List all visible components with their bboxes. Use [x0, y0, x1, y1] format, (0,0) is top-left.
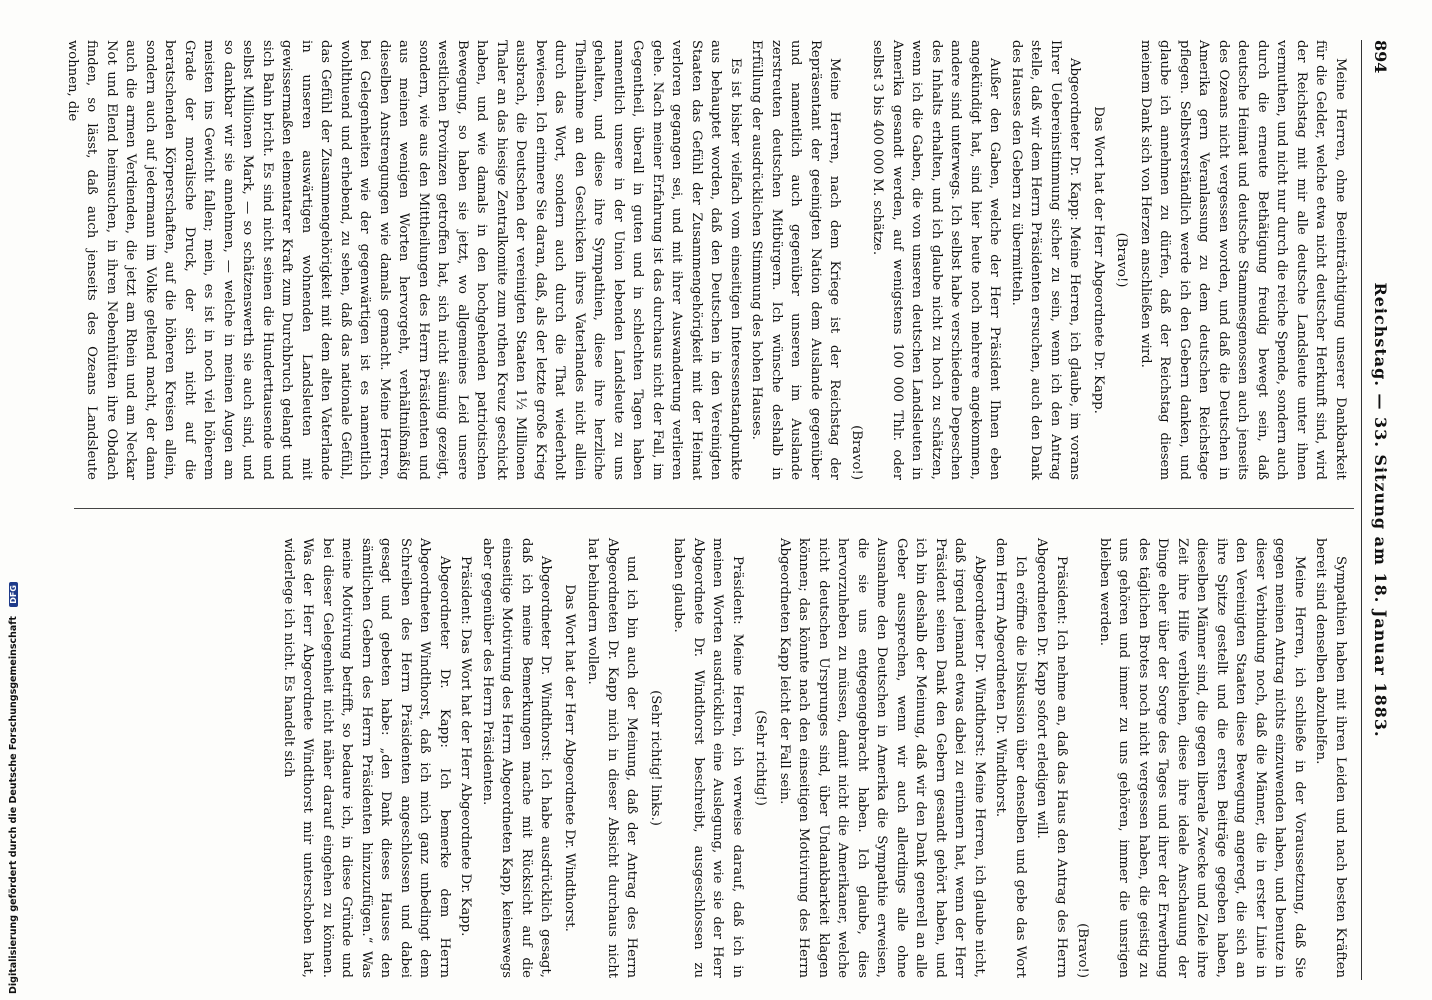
- paragraph: Abgeordneter Dr. Kapp: Meine Herren, ich glaube, im vorans Ihrer Uebereinstimmung sicher zu sein, wenn ich den Antrag stelle, daß wir dem Herrn Präsidenten ersuchen, auch den Dank des Hauses den Gebern zu übermitteln.: [1009, 40, 1083, 480]
- page-title: Reichstag. — 33. Sitzung am 18. Januar 1883.: [1371, 282, 1390, 738]
- page-header: [1360, 40, 1390, 980]
- applause-note: (Bravo!): [1075, 923, 1091, 978]
- paragraph: Meine Herren, ich schließe in der Voraussetzung, daß Sie gegen meinen Antrag nichts einzuwenden haben, und benutze in dieser Verbindung noch, daß die Männer, die in erster Linie in den Vereinigten Staaten diese Bewegung angeregt, die sich an ihre Spitze gestellt und die ersten Beiträge gegeben haben, dieselben Männer sind, die gegen liberale Zwecke und Ziele ihre Zeit ihre Hilfe verbliehen, diese ihre ideale Anschauung der Dinge eher über der Sorge des Tages und ihrer der Erwerbung des täglichen Brotes noch nicht vergessen haben, die geistig zu uns gehören und immer zu uns gehören, immer die unsrigen bleiben werden.: [1097, 538, 1307, 978]
- paragraph: Sympathien haben mit ihren Leiden und nach besten Kräften bereit sind denselben abzuhelfen.: [1313, 538, 1348, 978]
- paragraph: Abgeordneter Dr. Kapp: Ich bemerke dem Herrn Abgeordneten Windthorst, daß ich mich ganz unbedingt dem Schreiben des Herrn Präsidenten angeschlossen und dabei gesagt und gebeten habe: „den Dank dieses Hauses den sämtlichen Gebern des Herrn Präsidenten hinzuzufügen.“ Was meine Motivirung betrifft, so bedaure ich, in diese Gründe und bei dieser Gelegenheit nicht näher darauf eingehen zu können. Was der Herr Abgeordnete Windthorst mir unterschoben hat, widerlege ich nicht. Es handelt sich: [281, 538, 452, 978]
- page-number: 894: [1371, 40, 1390, 74]
- paragraph: Abgeordneter Dr. Windthorst: Meine Herren, ich glaube nicht, daß irgend jemand etwas dabei zu erinnern hat, wenn der Herr Präsident seinen Dank den Gebern gesandt gehört haben, und ich bin deshalb der Meinung, daß wir den Dank generell an alle Geber aussprechen, wenn wir auch allerdings alle ohne Ausnahme den Deutschen in Amerika die Sympathie erweisen, die sie uns entgegengebracht haben. Ich glaube, dies hervorzuheben zu müssen, damit nicht die Amerikaner, welche nicht deutschen Ursprunges sind, über Undankbarkeit klagen können; das könnte nach den einseitigen Motivirung des Herrn Abgeordneten Kapp leicht der Fall sein.: [777, 538, 987, 978]
- paragraph: Außer den Gaben, welche der Herr Präsident Ihnen eben angekündigt hat, sind hier heute noch mehrere angekommen, andere sind unterwegs. Ich selbst habe verschiedene Depeschen des Inhalts erhalten, und ich glaube nicht zu hoch zu schätzen, wenn ich die Gaben, die von unseren deutschen Landsleuten in Amerika gesandt werden, auf wenigstens 100 000 Thlr. oder selbst 3 bis 400 000 M. schätze.: [870, 40, 1003, 480]
- paragraph: Ich eröffne die Diskussion über denselben und gebe das Wort dem Herrn Abgeordneten Dr. Windthorst.: [993, 538, 1028, 978]
- rotated-page-content: [65, 0, 1398, 1000]
- paragraph: Präsident: Meine Herren, ich verweise darauf, daß ich in meinen Worten ausdrücklich eine Auslegung, wie sie der Herr Abgeordnete Dr. Windthorst beschreibt, ausgeschlossen zu haben glaube.: [671, 538, 745, 978]
- right-column: [80, 538, 1350, 978]
- speaker-line: Das Wort hat der Herr Abgeordnete Dr. Windthorst.: [562, 584, 577, 932]
- credit-text: Digitalisierung gefördert durch die Deutsche Forschungsgemeinschaft: [8, 616, 19, 994]
- dfg-logo: DFG: [9, 582, 18, 607]
- left-column: [65, 40, 1350, 480]
- paragraph: Meine Herren, ohne Beeinträchtigung unserer Dankbarkeit für die Gelder, welche etwa nicht deutscher Herkunft sind, wird der Reichstag mit mir alle deutsche Landsleute unter ihnen vermuthen, und nicht nur durch die reiche Spende, sondern auch durch die erneute Bethätigung freudig bewegt sein, daß deutsche Heimat und deutsche Stammesgenossen auch jenseits des Ozeans nicht vergessen worden, und daß die Deutschen in Amerika gern Veranlassung zu dem deutschen Reichstage pflegen. Selbstverständlich werde ich den Gebern danken, und glaube ich annehmen zu dürfen, daß der Reichstag diesem meinem Dank sich von Herzen anschließen wird.: [1138, 40, 1348, 480]
- digitization-credit: [8, 585, 24, 994]
- paragraph: Präsident: Ich nehme an, daß das Haus den Antrag des Herrn Abgeordneten Dr. Kapp sofort erledigen will.: [1034, 538, 1069, 978]
- paragraph: Präsident: Das Wort hat der Herr Abgeordnete Dr. Kapp.: [458, 556, 474, 937]
- interjection-note: (Sehr richtig!): [753, 710, 769, 806]
- column-separator: [74, 508, 1354, 509]
- applause-note: (Bravo!): [1114, 232, 1130, 288]
- applause-note: (Bravo!): [849, 425, 864, 480]
- paragraph: Es ist bisher vielfach vom einseitigen Interessenstandpunkte aus behauptet worden, daß den Deutschen in den Vereinigten Staaten das Gefühl der Zusammengehörigkeit mit der Heimat verloren gegangen sei, und mit ihrer Auswanderung verlieren gehe. Nach meiner Erfahrung ist das durchaus nicht der Fall, im Gegentheil, überall in guten und in schlechten Tagen haben namentlich unsere in der Union lebenden Landsleute zu uns gehalten, und diese ihre Sympathien, diese ihre herzliche Theilnahme an den Geschicken ihres Vaterlandes nicht allein durch das Wort, sondern auch durch die That wiederholt bewiesen. Ich erinnere Sie daran, daß, als der letzte große Krieg ausbrach, die Deutschen der vereinigten Staaten 1½ Millionen Thaler an das hiesige Zentralkomite zum rothen Kreuz geschickt haben, und wie damals in den hochgehenden patriotischen Bewegung, so haben sie jetzt, wo allgemeines Leid unsere westlichen Provinzen getroffen hat, sich nicht säumig gezeigt, sondern, wie aus den Mittheilungen des Herrn Präsidenten und aus meinen wenigen Worten hervorgeht, verhältnißmäßig dieselben Anstrengungen wie damals gemacht. Meine Herren, bei Gelegenheiten wie der gegenwärtigen ist es namentlich wohlthuend und erhebend, zu sehen, daß das nationale Gefühl, das Gefühl der Zusammengehörigkeit mit dem alten Vaterlande in unseren auswärtigen wohnenden Landsleuten mit gewissermaßen elementarer Kraft zum Durchbruch gelangt und sich Bahn bricht. Es sind nicht seinen die Hunderttausende und selbst Millionen Mark, — so schätzenswerth sie auch sind, und so dankbar wir sie annehmen, — welche in meinen Augen am meisten ins Gewicht fallen; mein, es ist in noch viel höherem Grade der moralische Druck, der sich nicht auf die beratschenden Körperschaften, auf die höheren Kreisen allein, sondern auch auf jedermann im Volke geltend macht, der dann auch die armen Verdienden, die jetzt am Rhein und am Neckar Not und Elend heimsuchen, in ihren Nebenhütten ihre Obdach finden, so lässt, daß auch jenseits des Ozeans Landsleute wohnen, die: [65, 40, 743, 480]
- paragraph: Abgeordneter Dr. Windthorst: Ich habe ausdrücklich gesagt, daß ich meine Bemerkungen mache mit Rücksicht auf die einseitige Motivirung des Herrn Abgeordneten Kapp, keineswegs aber gegenüber des Herrn Präsidenten.: [480, 538, 554, 978]
- paragraph: und ich bin auch der Meinung, daß der Antrag des Herrn Abgeordneten Dr. Kapp mich in dieser Absicht durchaus nicht hat behindern wollen.: [585, 538, 640, 978]
- paragraph: Meine Herren, nach dem Kriege ist der Reichstag der Repräsentant der geeinigten Nation dem Auslande gegenüber und namentlich auch gegenüber unseren im Auslande zerstreuten deutschen Mitbürgern. Ich wünsche deshalb in Erfüllung der ausdrücklichen Stimmung des hohen Hauses.: [749, 40, 843, 480]
- interjection-note: (Sehr richtig! links.): [648, 690, 663, 826]
- speaker-line: Das Wort hat der Herr Abgeordnete Dr. Kapp.: [1091, 106, 1106, 414]
- header-rule: [1361, 40, 1362, 980]
